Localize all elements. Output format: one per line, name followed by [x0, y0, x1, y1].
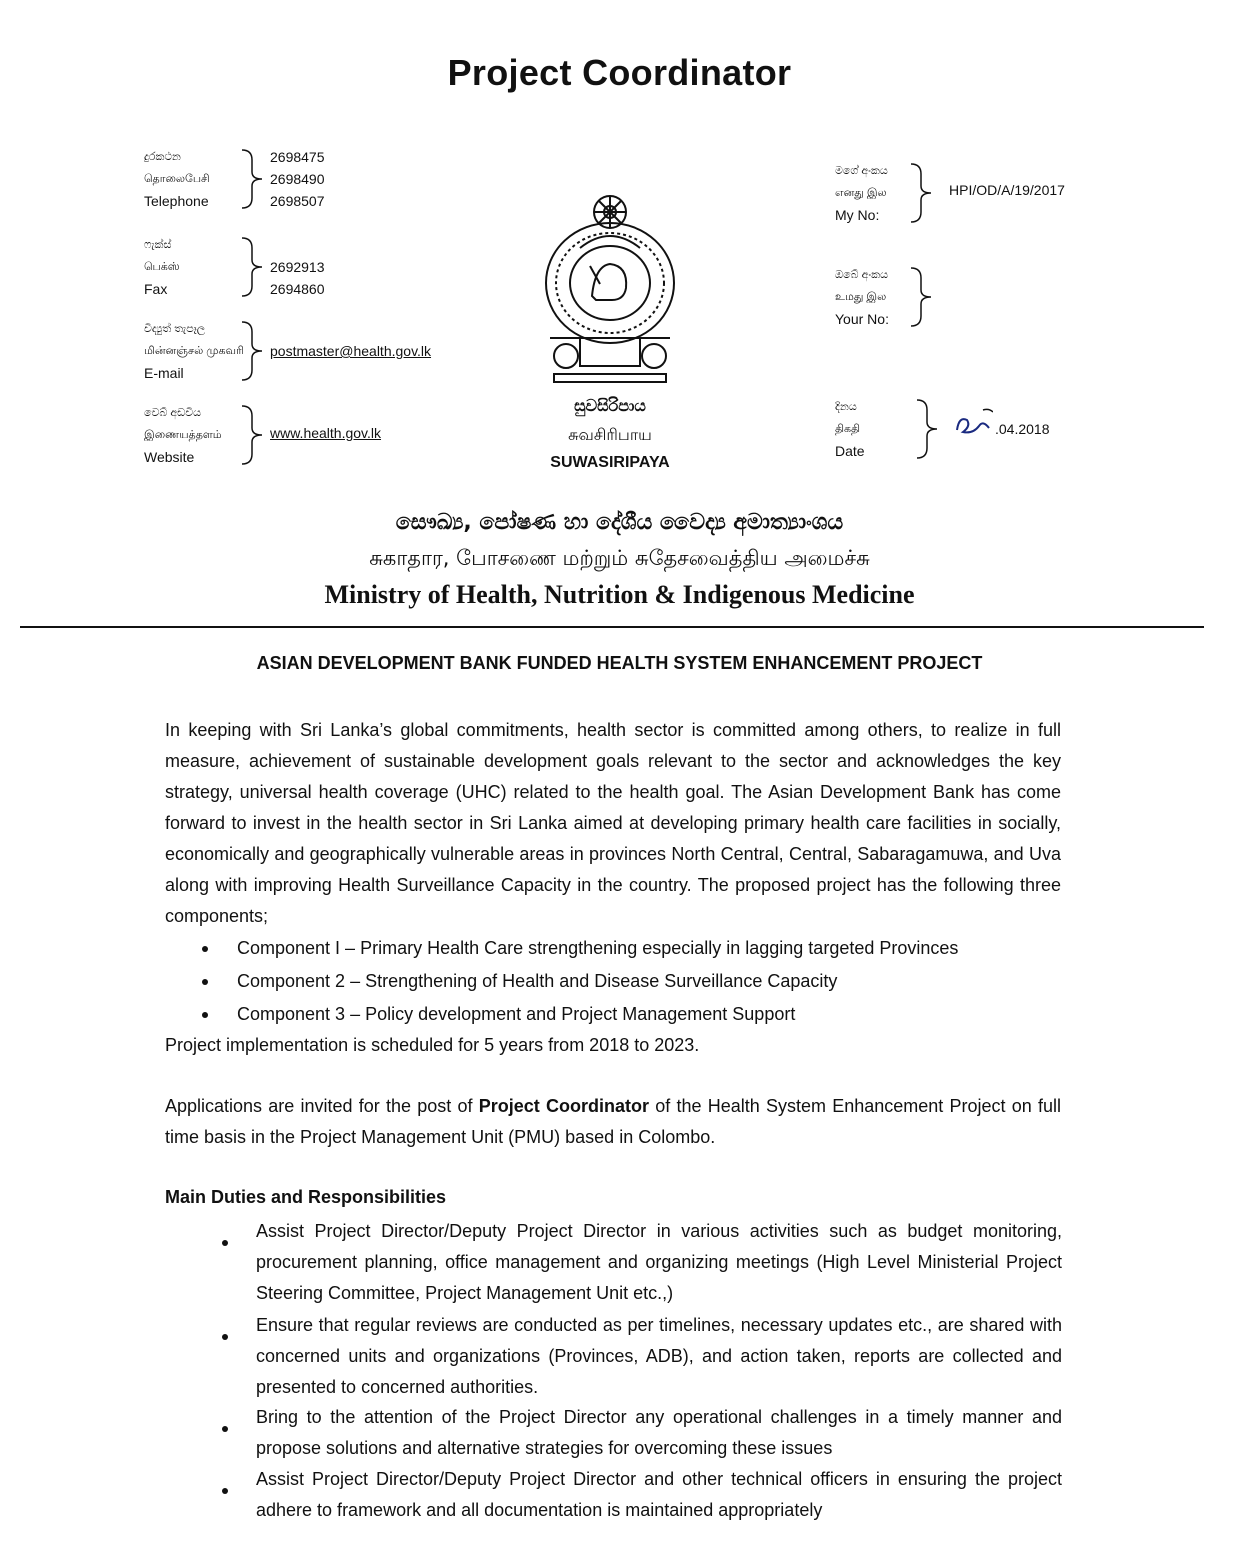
emblem-caption-si: සුවසිරිපාය — [574, 396, 646, 415]
duty-text: Assist Project Director/Deputy Project Director and other technical officers in ensuring the project adhere to framework and all documentation is maintained appropriately — [256, 1469, 1062, 1520]
fax-value-1: 2692913 — [270, 259, 325, 275]
fax-label-en: Fax — [144, 281, 168, 297]
bullet-icon — [202, 946, 208, 952]
ministry-name-si: සෞඛ්‍ය, පෝෂණ හා දේශීය වෛද්‍ය අමාත්‍යාංශය — [395, 510, 844, 535]
applications-paragraph — [165, 1091, 1061, 1153]
header-divider — [20, 626, 1204, 628]
bullet-icon — [222, 1334, 228, 1340]
emblem-caption-en: SUWASIRIPAYA — [550, 454, 670, 471]
email-link[interactable]: postmaster@health.gov.lk — [270, 343, 432, 359]
bullet-icon — [222, 1240, 228, 1246]
date-block — [835, 396, 1105, 466]
my-no-block — [835, 160, 1105, 230]
my-no-value: HPI/OD/A/19/2017 — [949, 182, 1065, 198]
component-text: Component 3 – Policy development and Project Management Support — [237, 1004, 796, 1024]
bullet-icon — [222, 1488, 228, 1494]
component-text: Component 2 – Strengthening of Health and Disease Surveillance Capacity — [237, 971, 838, 991]
applications-text-post: of the Health System Enhancement Project on full time basis in the Project Management Unit (PMU) based in Colombo. — [165, 1096, 1062, 1147]
website-label-si: වෙබ් අඩවිය — [144, 407, 202, 419]
website-label-en: Website — [144, 449, 195, 465]
telephone-value-3: 2698507 — [270, 193, 325, 209]
duty-text: Assist Project Director/Deputy Project Director in various activities such as budget monitoring, procurement planning, office management and organizing meetings (High Level Ministerial Project Steering Committee, Project Management Unit etc.,) — [256, 1221, 1062, 1303]
list-item — [200, 933, 1080, 966]
duty-text: Bring to the attention of the Project Director any operational challenges in a timely manner and propose solutions and alternative strategies for overcoming these issues — [256, 1407, 1062, 1458]
applications-post-title: Project Coordinator — [478, 1096, 649, 1116]
bullet-icon — [202, 1012, 208, 1018]
website-block — [144, 402, 464, 472]
telephone-block — [144, 146, 384, 216]
bullet-icon — [222, 1426, 228, 1432]
brace-icon — [909, 264, 937, 330]
telephone-value-1: 2698475 — [270, 149, 325, 165]
my-no-label-ta: எனது இல — [835, 187, 887, 199]
email-block — [144, 318, 464, 388]
brace-icon — [915, 396, 943, 462]
applications-text-pre: Applications are invited for the post of — [165, 1096, 479, 1116]
telephone-label-si: දුරකථන — [144, 151, 181, 163]
duty-text: Ensure that regular reviews are conducted as per timelines, necessary updates etc., are shared with concerned units and organizations (Provinces, ADB), and action taken, reports are collected and presented to concerned authorities. — [256, 1315, 1062, 1397]
brace-icon — [909, 160, 937, 226]
list-item — [200, 999, 1080, 1032]
telephone-value-2: 2698490 — [270, 171, 325, 187]
date-label-en: Date — [835, 443, 865, 459]
implementation-text: Project implementation is scheduled for 5 years from 2018 to 2023. — [165, 1035, 700, 1055]
your-no-label-ta: உமது இல — [835, 291, 887, 303]
email-label-en: E-mail — [144, 365, 184, 381]
bullet-icon — [202, 979, 208, 985]
website-label-ta: இணையத்தளம் — [144, 429, 222, 441]
fax-label-si: ෆැක්ස් — [144, 239, 172, 251]
document-heading: ASIAN DEVELOPMENT BANK FUNDED HEALTH SYSTEM ENHANCEMENT PROJECT — [256, 653, 983, 673]
your-no-block — [835, 264, 1105, 334]
emblem-caption-ta: சுவசிரிபாய — [568, 425, 652, 444]
email-label-ta: மின்னஞ்சல் முகவரி — [144, 345, 244, 357]
brace-icon — [240, 234, 268, 300]
fax-block — [144, 234, 384, 304]
brace-icon — [240, 402, 268, 468]
page-title: Project Coordinator — [447, 52, 792, 93]
your-no-label-en: Your No: — [835, 311, 889, 327]
duties-heading: Main Duties and Responsibilities — [165, 1187, 447, 1207]
telephone-label-en: Telephone — [144, 193, 209, 209]
components-list — [200, 933, 1080, 1032]
my-no-label-en: My No: — [835, 207, 880, 223]
brace-icon — [240, 146, 268, 212]
my-no-label-si: මගේ අංකය — [835, 165, 888, 177]
intro-paragraph: In keeping with Sri Lanka’s global commitments, health sector is committed among others, to realize in full measure, achievement of sustainable development goals relevant to the sector and acknowledges the key strategy, universal health coverage (UHC) related to the health goal. The Asian Development Bank has come forward to invest in the health sector in Sri Lanka aimed at developing primary health care facilities in socially, economically and geographically vulnerable areas in provinces North Central, Central, Sabaragamuwa, and Uva along with improving Health Surveillance Capacity in the country. The proposed project has the following three components; — [165, 720, 1061, 926]
handwritten-day-icon — [953, 408, 993, 442]
list-item — [200, 966, 1080, 999]
website-link[interactable]: www.health.gov.lk — [270, 425, 382, 441]
ministry-name-en: Ministry of Health, Nutrition & Indigenous Medicine — [324, 580, 915, 609]
email-label-si: විද්‍යුත් තැපෑල — [144, 323, 206, 335]
date-value: .04.2018 — [995, 421, 1050, 437]
fax-value-2: 2694860 — [270, 281, 325, 297]
date-label-si: දිනය — [835, 401, 857, 413]
brace-icon — [240, 318, 268, 384]
national-emblem-icon — [540, 188, 680, 388]
telephone-label-ta: தொலைபேசி — [144, 173, 210, 185]
date-label-ta: திகதி — [835, 423, 861, 435]
fax-label-ta: பெக்ஸ் — [144, 261, 180, 273]
your-no-label-si: ඔබේ අංකය — [835, 269, 888, 281]
component-text: Component I – Primary Health Care strengthening especially in lagging targeted Provinces — [237, 938, 959, 958]
ministry-name-ta: சுகாதார, போசணை மற்றும் சுதேசவைத்திய அமைச்சு — [369, 546, 870, 570]
